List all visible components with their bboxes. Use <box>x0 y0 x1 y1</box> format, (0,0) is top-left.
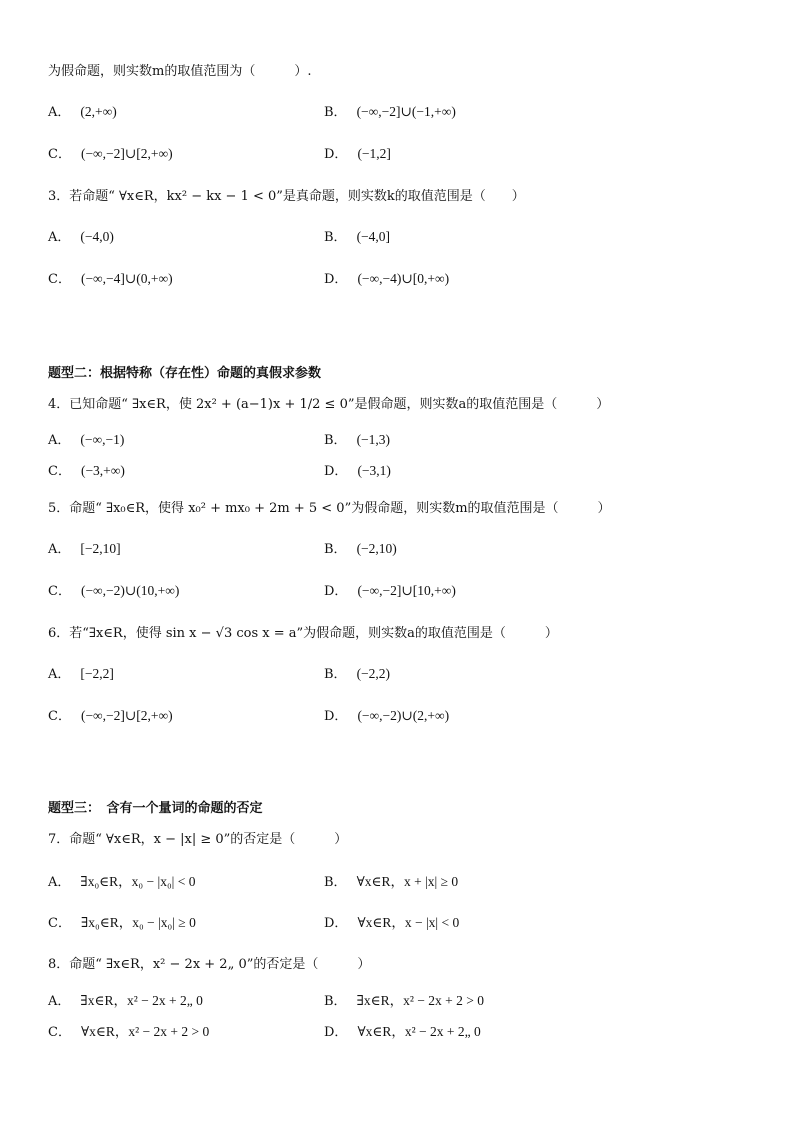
option-text: (−4,0) <box>80 229 114 244</box>
q6-option-c <box>48 705 173 724</box>
option-label: B． <box>324 542 347 557</box>
option-text: (−∞,−4]∪(0,+∞) <box>80 271 173 286</box>
q4-option-b <box>324 429 390 448</box>
option-label: C． <box>48 464 71 479</box>
option-text: (−1,3) <box>356 432 391 447</box>
q2-stem: 为假命题，则实数m的取值范围为（ ）. <box>48 64 312 79</box>
option-label: D． <box>324 916 348 931</box>
q2-option-c <box>48 143 173 162</box>
q4-option-c <box>48 460 125 479</box>
option-label: A． <box>48 433 71 448</box>
option-label: B． <box>324 875 347 890</box>
q2-option-d <box>324 143 391 162</box>
option-label: D． <box>324 709 348 724</box>
option-text: (−1,2] <box>357 146 391 161</box>
option-text: ∃x∈R，x² − 2x + 2 > 0 <box>356 993 485 1008</box>
option-text: (−2,10) <box>356 541 397 556</box>
option-text: (−∞,−2]∪[2,+∞) <box>80 146 173 161</box>
section-heading-2: 题型二：根据特称（存在性）命题的真假求参数 <box>48 366 322 381</box>
option-label: C． <box>48 272 71 287</box>
option-text: ∃x₀∈R，x₀ − |x₀| < 0 <box>80 874 196 889</box>
option-label: D． <box>324 584 348 599</box>
option-label: C． <box>48 584 71 599</box>
option-text: (−2,2) <box>356 666 391 681</box>
q8-option-c <box>48 1020 209 1040</box>
q7-stem: 7．命题“ ∀x∈R，x − |x| ≥ 0”的否定是（ ） <box>48 832 348 847</box>
section-heading-3: 题型三： 含有一个量词的命题的否定 <box>48 801 263 816</box>
option-label: C． <box>48 916 71 931</box>
option-label: A． <box>48 230 71 245</box>
option-label: C． <box>48 1025 71 1040</box>
option-text: (−∞,−2)∪(2,+∞) <box>357 708 450 723</box>
q4-option-a <box>48 429 124 448</box>
q6-option-b <box>324 663 390 682</box>
option-label: A． <box>48 994 71 1009</box>
q3-option-d <box>324 268 449 287</box>
q6-option-a <box>48 663 114 682</box>
option-text: (−∞,−4)∪[0,+∞) <box>357 271 450 286</box>
q8-option-d <box>324 1020 481 1040</box>
q2-option-a <box>48 101 117 120</box>
option-text: (−3,+∞) <box>80 463 125 478</box>
option-label: D． <box>324 147 348 162</box>
option-label: B． <box>324 667 347 682</box>
option-label: A． <box>48 105 71 120</box>
q6-stem: 6．若“∃x∈R，使得 sin x − √3 cos x = a”为假命题，则实数a的取值范围是（ ） <box>48 626 558 641</box>
option-text: (−4,0] <box>356 229 391 244</box>
option-text: ∀x∈R，x² − 2x + 2„ 0 <box>357 1024 481 1039</box>
option-text: [−2,10] <box>80 541 121 556</box>
option-text: (−∞,−2]∪[2,+∞) <box>80 708 173 723</box>
q7-option-d <box>324 911 459 931</box>
option-label: D． <box>324 464 348 479</box>
q8-stem: 8．命题“ ∃x∈R，x² − 2x + 2„ 0”的否定是（ ） <box>48 957 371 972</box>
q2-option-b <box>324 101 456 120</box>
q3-option-c <box>48 268 173 287</box>
option-text: (−∞,−2]∪[10,+∞) <box>357 583 456 598</box>
option-label: C． <box>48 709 71 724</box>
q5-option-c <box>48 580 179 599</box>
option-label: D． <box>324 1025 348 1040</box>
q3-option-a <box>48 226 114 245</box>
q5-option-d <box>324 580 456 599</box>
option-label: D． <box>324 272 348 287</box>
q3-stem: 3．若命题“ ∀x∈R，kx² − kx − 1 < 0”是真命题，则实数k的取值范围是（ ） <box>48 189 525 204</box>
q6-option-d <box>324 705 449 724</box>
q5-option-b <box>324 538 397 557</box>
option-text: ∀x∈R，x + |x| ≥ 0 <box>356 874 459 889</box>
q4-stem: 4．已知命题“ ∃x∈R，使 2x² + (a−1)x + 1/2 ≤ 0”是假命题，则实数a的取值范围是（ ） <box>48 397 610 412</box>
q4-option-d <box>324 460 391 479</box>
option-text: (−3,1) <box>357 463 391 478</box>
option-text: ∃x∈R，x² − 2x + 2„ 0 <box>80 993 203 1008</box>
q3-option-b <box>324 226 390 245</box>
option-text: ∀x∈R，x − |x| < 0 <box>357 915 460 930</box>
q5-stem: 5．命题“ ∃x₀∈R，使得 x₀² + mx₀ + 2m + 5 < 0”为假命题，则实数m的取值范围是（ ） <box>48 501 611 516</box>
option-text: (−∞,−2]∪(−1,+∞) <box>356 104 456 119</box>
option-label: C． <box>48 147 71 162</box>
q5-option-a <box>48 538 121 557</box>
q7-option-a <box>48 870 195 890</box>
option-text: (−∞,−2)∪(10,+∞) <box>80 583 180 598</box>
option-text: [−2,2] <box>80 666 114 681</box>
option-text: (2,+∞) <box>80 104 117 119</box>
option-label: B． <box>324 433 347 448</box>
option-label: B． <box>324 105 347 120</box>
q8-option-a <box>48 989 203 1009</box>
option-text: (−∞,−1) <box>80 432 125 447</box>
option-text: ∀x∈R，x² − 2x + 2 > 0 <box>80 1024 210 1039</box>
option-text: ∃x₀∈R，x₀ − |x₀| ≥ 0 <box>80 915 196 930</box>
option-label: A． <box>48 542 71 557</box>
q8-option-b <box>324 989 484 1009</box>
option-label: A． <box>48 667 71 682</box>
option-label: B． <box>324 994 347 1009</box>
q7-option-b <box>324 870 458 890</box>
q7-option-c <box>48 911 196 931</box>
option-label: A． <box>48 875 71 890</box>
option-label: B． <box>324 230 347 245</box>
